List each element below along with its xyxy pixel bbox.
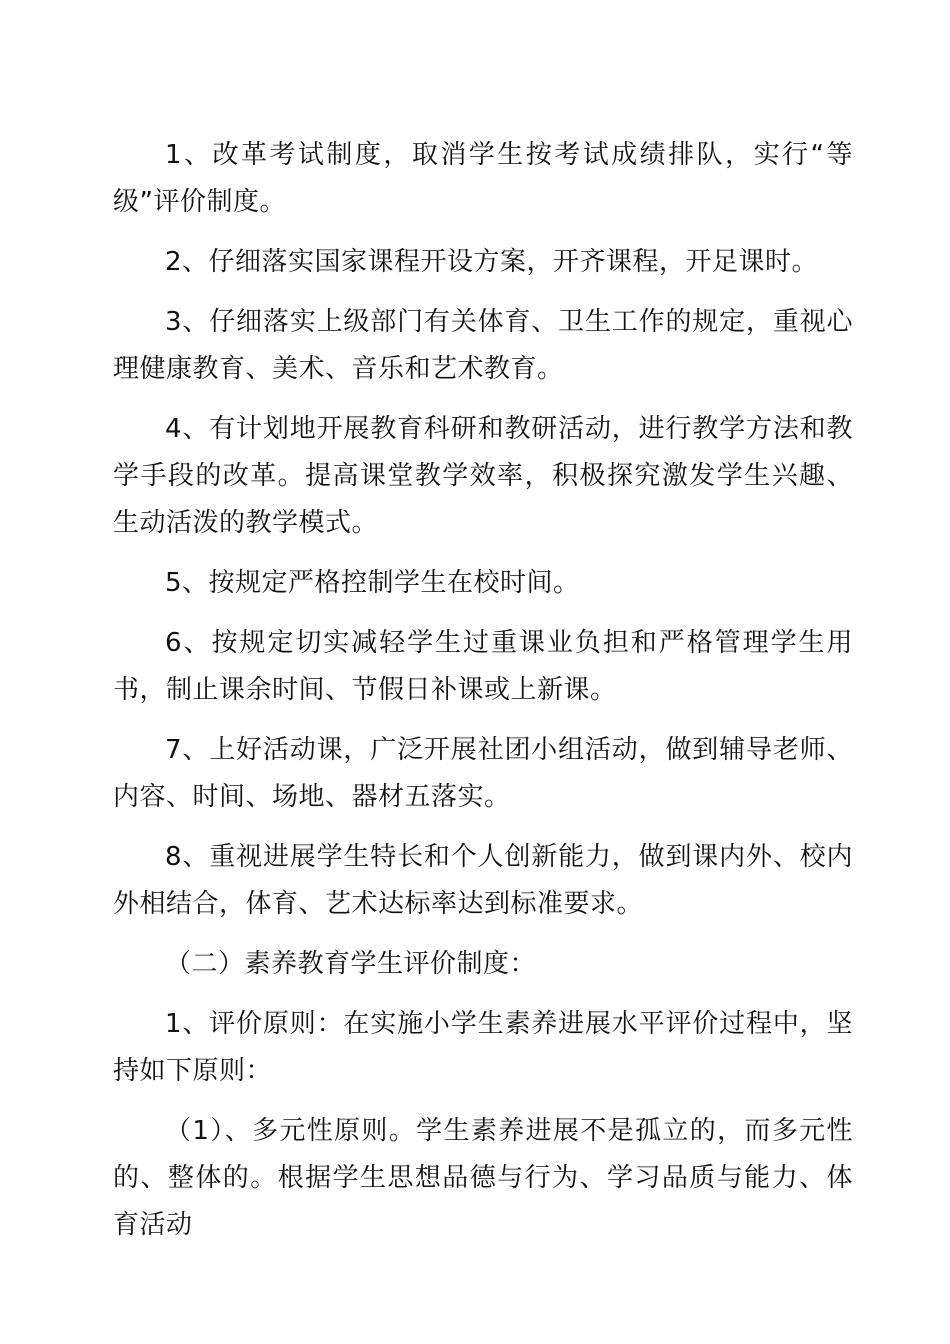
paragraph-item-8: 8、重视进展学生特长和个人创新能力，做到课内外、校内外相结合，体育、艺术达标率达到标准要求。 [113,842,853,919]
paragraph-evaluation-principles: 1、评价原则：在实施小学生素养进展水平评价过程中，坚持如下原则： [113,1009,853,1086]
section-heading-evaluation: （二）素养教育学生评价制度： [165,949,537,979]
paragraph-item-6: 6、按规定切实减轻学生过重课业负担和严格管理学生用书，制止课余时间、节假日补课或上新课。 [113,628,853,705]
paragraph-item-2: 2、仔细落实国家课程开设方案，开齐课程，开足课时。 [165,247,819,277]
paragraph-item-1: 1、改革考试制度，取消学生按考试成绩排队，实行“等级”评价制度。 [113,140,853,217]
paragraph-item-7: 7、上好活动课，广泛开展社团小组活动，做到辅导老师、内容、时间、场地、器材五落实。 [113,735,853,812]
paragraph-item-3: 3、仔细落实上级部门有关体育、卫生工作的规定，重视心理健康教育、美术、音乐和艺术教育。 [113,307,853,384]
paragraph-item-4: 4、有计划地开展教育科研和教研活动，进行教学方法和教学手段的改革。提高课堂教学效率，积极探究激发学生兴趣、生动活泼的教学模式。 [113,414,853,538]
paragraph-diversity-principle: （1）、多元性原则。学生素养进展不是孤立的，而多元性的、整体的。根据学生思想品德与行为、学习品质与能力、体育活动 [113,1116,853,1240]
paragraph-item-5: 5、按规定严格控制学生在校时间。 [165,568,580,598]
document-body [113,132,853,1262]
